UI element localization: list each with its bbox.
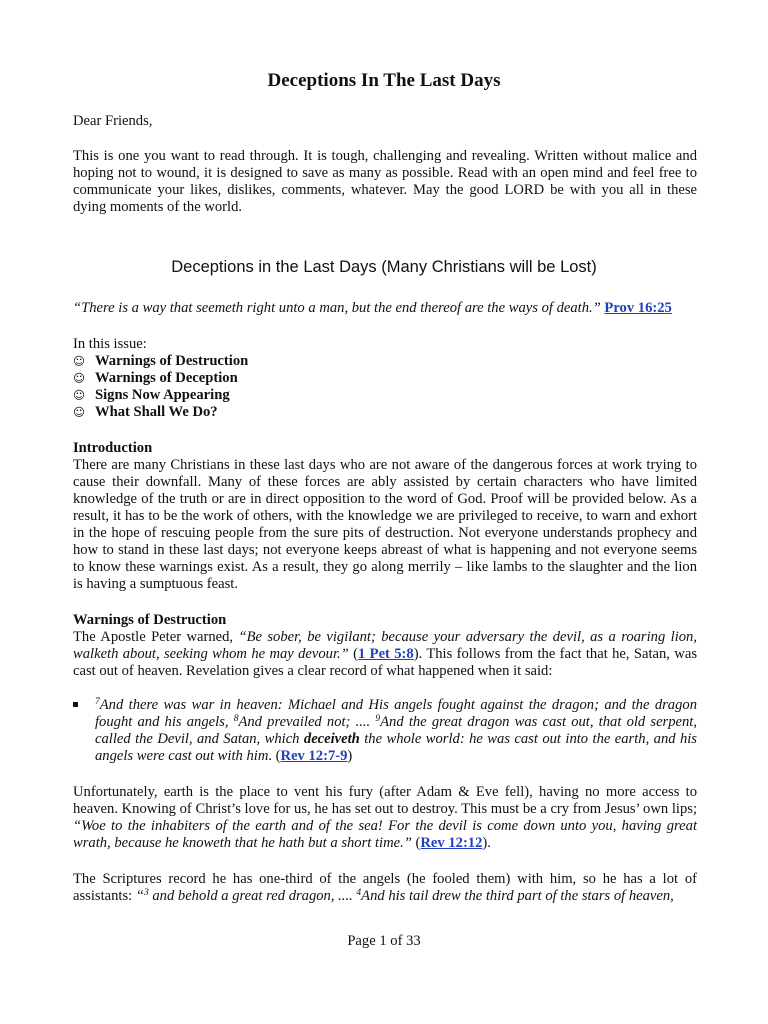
unfortunately-paragraph: [73, 784, 697, 852]
verse-text: And there was war in heaven: Michael and His angels fought against the dragon; and the dragon fought and his angels,: [95, 697, 697, 730]
rev-12-7-9-link[interactable]: Rev 12:7-9: [280, 748, 348, 764]
quote-open: “: [135, 888, 144, 904]
issue-item-label: Signs Now Appearing: [95, 387, 230, 403]
list-item: [73, 353, 248, 370]
smiley-bullet-icon: ☺: [73, 371, 85, 385]
ref-open: (: [348, 646, 358, 662]
issue-item-label: What Shall We Do?: [95, 404, 218, 420]
scriptures-paragraph: [73, 871, 697, 905]
verse-number: 7: [95, 697, 100, 707]
ref-close: ): [347, 748, 353, 764]
emphasis-word: deceiveth: [303, 731, 360, 747]
warnings-destruction-heading: Warnings of Destruction: [73, 612, 227, 628]
in-this-issue: [73, 336, 248, 421]
list-item: [73, 387, 248, 404]
verse-text: and behold a great red dragon, ....: [148, 888, 357, 904]
verse-text: And his tail drew the third part of the stars of heaven,: [361, 888, 674, 904]
verse-text: And prevailed not; ....: [238, 714, 376, 730]
ref-open: . (: [268, 748, 281, 764]
opening-quote-ref-link[interactable]: Prov 16:25: [604, 300, 672, 316]
opening-quote: [73, 300, 672, 317]
smiley-bullet-icon: ☺: [73, 354, 85, 368]
in-this-issue-label: In this issue:: [73, 336, 147, 352]
square-bullet-icon: [73, 702, 78, 707]
paragraph-text: The Scriptures record he has one-third of the angels (he fooled them) with him, so he has a lot of assistants:: [73, 871, 697, 904]
verse-number: 3: [143, 888, 149, 898]
ref-open: (: [411, 835, 421, 851]
revelation-quote: [95, 697, 697, 765]
verse-text: the whole world: he was cast out into the earth, and his angels were cast out with him: [95, 731, 697, 764]
subtitle-heading: Deceptions in the Last Days (Many Christians will be Lost): [171, 258, 597, 276]
woe-quote: “Woe to the inhabiters of the earth and of the sea! For the devil is come down unto you, having great wrath, because he knoweth that he hath but a short time.”: [73, 818, 697, 851]
revelation-bullet: [73, 697, 697, 765]
document-title: Deceptions In The Last Days: [267, 70, 501, 91]
introduction-heading: Introduction: [73, 440, 153, 456]
verse-number: 4: [356, 888, 362, 898]
issue-item-label: Warnings of Destruction: [95, 353, 249, 369]
rev-12-12-link[interactable]: Rev 12:12: [420, 835, 483, 851]
issue-item-label: Warnings of Deception: [95, 370, 238, 386]
verse-text: And the great dragon was cast out, that old serpent, called the Devil, and Satan, which: [95, 714, 698, 747]
smiley-bullet-icon: ☺: [73, 388, 85, 402]
introduction-section: [73, 440, 697, 593]
page-number-footer: Page 1 of 33: [347, 933, 421, 949]
after-text: ). This follows from the fact that he, Satan, was cast out of heaven. Revelation gives a clear record of what happened when it said:: [73, 646, 697, 679]
list-item: [73, 404, 248, 421]
verse-number: 9: [375, 714, 381, 724]
pet-ref-link[interactable]: 1 Pet 5:8: [358, 646, 414, 662]
peter-quote: “Be sober, be vigilant; because your adversary the devil, as a roaring lion, walketh about, seeking whom he may devour.”: [73, 629, 697, 662]
warnings-destruction-body: [73, 629, 697, 680]
ref-close: ).: [482, 835, 491, 851]
salutation: Dear Friends,: [73, 113, 153, 129]
lead-text: The Apostle Peter warned,: [73, 629, 239, 645]
opening-quote-text: “There is a way that seemeth right unto a man, but the end thereof are the ways of death.”: [73, 300, 601, 316]
warnings-destruction-section: [73, 612, 697, 680]
intro-paragraph: This is one you want to read through. It is tough, challenging and revealing. Written without malice and hoping not to wound, it is designed to save as many as possible. Read with an open mind and feel free to communicate your likes, dislikes, comments, whatever. May the good LORD be with you all in these dying moments of the world.: [73, 148, 697, 215]
smiley-bullet-icon: ☺: [73, 405, 85, 419]
paragraph-text: Unfortunately, earth is the place to vent his fury (after Adam & Eve fell), having no more access to heaven. Knowing of Christ’s love for us, he has set out to destroy. This must be a cry from Jesus’ own lips;: [73, 784, 697, 817]
verse-number: 8: [233, 714, 239, 724]
introduction-body: There are many Christians in these last days who are not aware of the dangerous forces at work trying to cause their downfall. Many of these forces are ably assisted by certain characters who have limited knowledge of the truth or are in direct opposition to the word of God. Proof will be provided below. As a result, it has to be the work of others, with the knowledge we are privileged to receive, to warn and exhort in the hope of rescuing people from the sure pits of destruction. Not everyone understands prophecy and how to stand in these last days; not everyone keeps abreast of what is happening and not everyone seems to know these warnings exist. As a result, they go along merrily – like lambs to the slaughter and the lion is having a sumptuous feast.: [73, 457, 697, 592]
list-item: [73, 370, 248, 387]
